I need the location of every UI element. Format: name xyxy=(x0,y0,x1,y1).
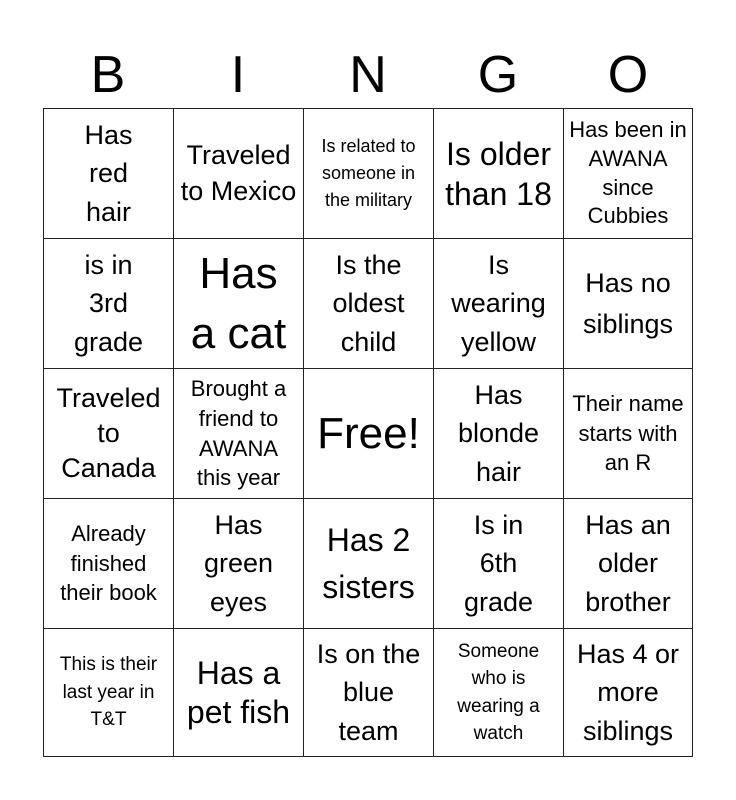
bingo-cell[interactable] xyxy=(564,109,692,239)
cell-text: Has a pet fish xyxy=(186,655,291,730)
cell-text: Their name starts with an R xyxy=(572,390,684,476)
header-letter-n: N xyxy=(349,46,387,104)
bingo-cell[interactable] xyxy=(174,628,304,757)
cell-text: is in 3rd grade xyxy=(73,250,144,357)
cell-text: Has red hair xyxy=(84,120,133,227)
bingo-cell[interactable] xyxy=(44,628,174,757)
cell-text: Is older than 18 xyxy=(445,135,552,212)
cell-text: Has blonde hair xyxy=(457,380,540,487)
cell-text: This is their last year in T&T xyxy=(59,654,158,731)
bingo-cell[interactable] xyxy=(564,239,692,369)
bingo-board xyxy=(43,108,693,757)
header-letter-o: O xyxy=(607,46,649,104)
bingo-cell[interactable] xyxy=(44,369,174,499)
bingo-cell[interactable] xyxy=(564,628,692,757)
cell-text: Is on the blue team xyxy=(316,639,421,746)
header-letter-g: G xyxy=(477,46,519,104)
cell-text: Traveled to Canada xyxy=(56,382,161,484)
bingo-cell[interactable] xyxy=(304,109,434,239)
header-letter-b: B xyxy=(90,46,126,104)
cell-text: Has been in AWANA since Cubbies xyxy=(569,117,687,229)
cell-text: Has a cat xyxy=(190,249,287,358)
bingo-cell[interactable] xyxy=(44,499,174,629)
cell-text: Already finished their book xyxy=(60,520,157,606)
bingo-cell[interactable] xyxy=(304,369,434,499)
bingo-cell[interactable] xyxy=(174,499,304,629)
bingo-cell[interactable] xyxy=(434,369,564,499)
cell-text: Is in 6th grade xyxy=(463,510,534,617)
cell-text: Has an older brother xyxy=(585,510,671,617)
bingo-cell[interactable] xyxy=(434,239,564,369)
bingo-cell[interactable] xyxy=(304,499,434,629)
cell-text: Traveled to Mexico xyxy=(180,140,297,206)
bingo-cell[interactable] xyxy=(304,628,434,757)
bingo-cell[interactable] xyxy=(174,109,304,239)
bingo-cell[interactable] xyxy=(44,109,174,239)
cell-text: Brought a friend to AWANA this year xyxy=(190,376,287,491)
cell-text: Is wearing yellow xyxy=(451,250,546,357)
bingo-cell[interactable] xyxy=(174,239,304,369)
bingo-cell[interactable] xyxy=(174,369,304,499)
header-letter-i: I xyxy=(230,46,246,104)
bingo-cell[interactable] xyxy=(434,109,564,239)
bingo-cell[interactable] xyxy=(44,239,174,369)
cell-text: Has green eyes xyxy=(203,510,274,617)
cell-text: Has no siblings xyxy=(582,268,674,339)
bingo-cell[interactable] xyxy=(434,499,564,629)
cell-text: Has 2 sisters xyxy=(322,522,415,605)
bingo-cell[interactable] xyxy=(564,499,692,629)
bingo-cell[interactable] xyxy=(434,628,564,757)
cell-text: Is related to someone in the military xyxy=(321,136,416,210)
cell-text: Has 4 or more siblings xyxy=(576,639,680,746)
cell-text: Is the oldest child xyxy=(332,250,405,357)
bingo-cell[interactable] xyxy=(564,369,692,499)
cell-text: Someone who is wearing a watch xyxy=(457,640,540,744)
bingo-header xyxy=(43,42,693,108)
bingo-cell[interactable] xyxy=(304,239,434,369)
free-space-label: Free! xyxy=(317,408,420,458)
